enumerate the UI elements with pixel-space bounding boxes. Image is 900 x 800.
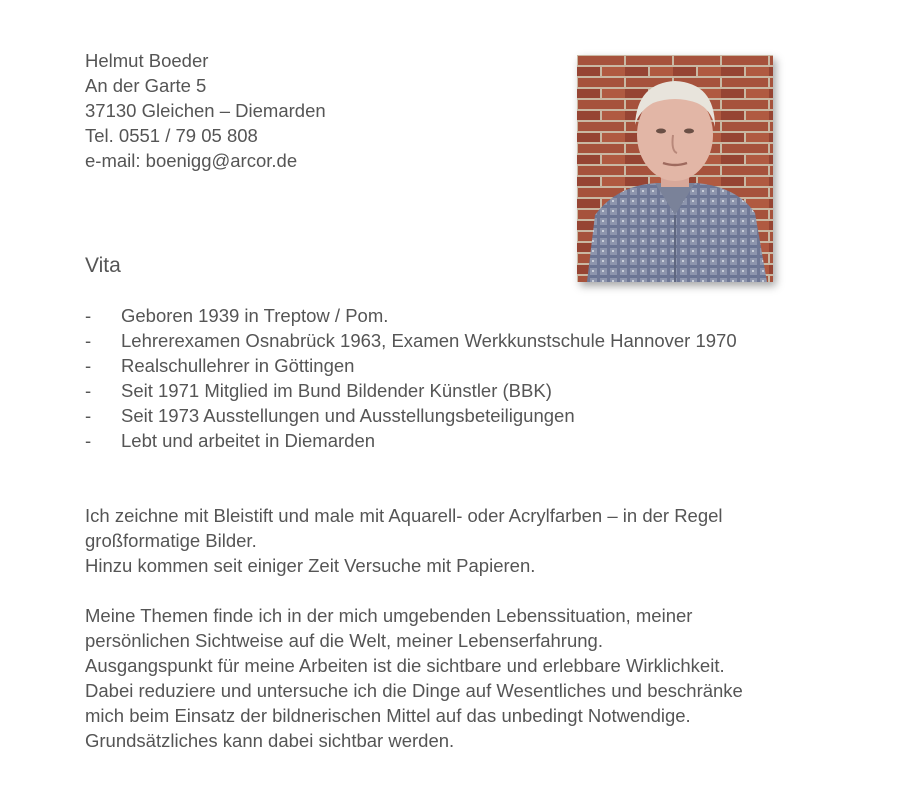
vita-item-text: Lebt und arbeitet in Diemarden xyxy=(121,430,376,451)
contact-city: 37130 Gleichen – Diemarden xyxy=(85,100,326,121)
statement-line: Meine Themen finde ich in der mich umgebenden Lebenssituation, meiner xyxy=(85,605,693,626)
contact-phone: Tel. 0551 / 79 05 808 xyxy=(85,125,258,146)
contact-address xyxy=(85,48,326,173)
statement-line: großformatige Bilder. xyxy=(85,530,257,551)
vita-item-text: Geboren 1939 in Treptow / Pom. xyxy=(121,305,389,326)
bullet-dash: - xyxy=(85,430,92,451)
list-item xyxy=(85,303,737,328)
statement-line: persönlichen Sichtweise auf die Welt, meiner Lebenserfahrung. xyxy=(85,630,603,651)
bullet-dash: - xyxy=(85,305,92,326)
bullet-dash: - xyxy=(85,380,92,401)
bullet-dash: - xyxy=(85,355,92,376)
vita-item-text: Lehrerexamen Osnabrück 1963, Examen Werkkunstschule Hannover 1970 xyxy=(121,330,737,351)
vita-list xyxy=(85,303,737,453)
statement-line: Hinzu kommen seit einiger Zeit Versuche mit Papieren. xyxy=(85,555,536,576)
vita-heading: Vita xyxy=(85,254,121,277)
statement-line: Dabei reduziere und untersuche ich die Dinge auf Wesentliches und beschränke xyxy=(85,680,743,701)
statement-paragraph-1 xyxy=(85,503,825,578)
bullet-dash: - xyxy=(85,330,92,351)
bullet-dash: - xyxy=(85,405,92,426)
list-item xyxy=(85,353,737,378)
vita-item-text: Seit 1973 Ausstellungen und Ausstellungsbeteiligungen xyxy=(121,405,575,426)
statement-line: Grundsätzliches kann dabei sichtbar werden. xyxy=(85,730,455,751)
statement-line: Ich zeichne mit Bleistift und male mit Aquarell- oder Acrylfarben – in der Regel xyxy=(85,505,723,526)
list-item xyxy=(85,328,737,353)
statement-line: mich beim Einsatz der bildnerischen Mittel auf das unbedingt Notwendige. xyxy=(85,705,691,726)
list-item xyxy=(85,378,737,403)
vita-item-text: Realschullehrer in Göttingen xyxy=(121,355,355,376)
vita-item-text: Seit 1971 Mitglied im Bund Bildender Künstler (BBK) xyxy=(121,380,552,401)
portrait-photo xyxy=(577,55,773,282)
statement-paragraph-2 xyxy=(85,603,825,753)
statement-line: Ausgangspunkt für meine Arbeiten ist die sichtbare und erlebbare Wirklichkeit. xyxy=(85,655,725,676)
contact-street: An der Garte 5 xyxy=(85,75,207,96)
contact-email: e-mail: boenigg@arcor.de xyxy=(85,150,298,171)
list-item xyxy=(85,428,737,453)
contact-name: Helmut Boeder xyxy=(85,50,209,71)
list-item xyxy=(85,403,737,428)
